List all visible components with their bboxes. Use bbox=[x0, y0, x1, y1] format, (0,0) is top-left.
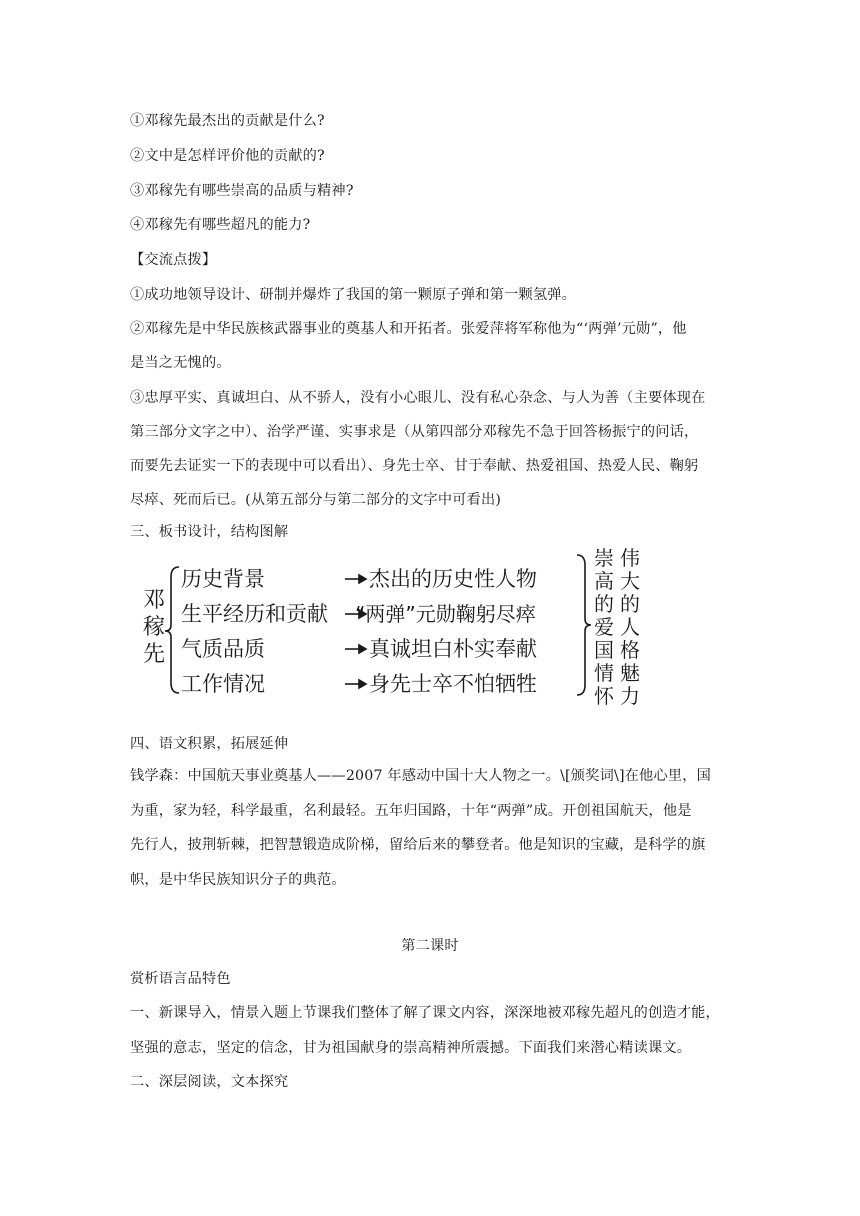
subject-char: 先 bbox=[143, 642, 166, 667]
summary-char: 的 bbox=[594, 592, 614, 616]
question-1: ①邓稼先最杰出的贡献是什么? bbox=[130, 113, 325, 129]
answer-2-line-2: 是当之无愧的。 bbox=[130, 355, 231, 371]
answer-2-line-1: ②邓稼先是中华民族核武器事业的奠基人和开拓者。张爱萍将军称他为“‘两弹’元勋”，他 bbox=[130, 321, 687, 337]
section-2-heading: 二、深层阅读，文本探究 bbox=[130, 1074, 289, 1090]
question-4: ④邓稼先有哪些超凡的能力? bbox=[130, 217, 311, 233]
summary-char: 怀 bbox=[594, 684, 614, 708]
summary-char: 人 bbox=[620, 615, 640, 639]
question-3: ③邓稼先有哪些崇高的品质与精神? bbox=[130, 183, 354, 199]
subject-char: 邓 bbox=[143, 588, 166, 613]
summary-char: 格 bbox=[620, 638, 640, 662]
left-item: 生平经历和贡献 bbox=[181, 602, 328, 626]
section-3-heading: 三、板书设计，结构图解 bbox=[130, 524, 289, 540]
question-2: ②文中是怎样评价他的贡献的? bbox=[130, 148, 325, 164]
left-brace bbox=[165, 567, 179, 693]
structure-diagram bbox=[135, 545, 655, 715]
answer-1: ①成功地领导设计、研制并爆炸了我国的第一颗原子弹和第一颗氢弹。 bbox=[130, 287, 577, 303]
qian-line-4: 帜，是中华民族知识分子的典范。 bbox=[130, 872, 346, 888]
discussion-heading: 【交流点拨】 bbox=[130, 252, 217, 268]
summary-char: 爱 bbox=[594, 615, 614, 639]
subject-char: 稼 bbox=[143, 615, 166, 640]
intro-line-1: 一、新课导入，情景入题上节课我们整体了解了课文内容，深深地被邓稼先超凡的创造才能， bbox=[130, 1005, 720, 1021]
answer-3-line-1: ③忠厚平实、真诚坦白、从不骄人，没有小心眼儿、没有私心杂念、与人为善（主要体现在 bbox=[130, 390, 706, 406]
summary-char: 伟 bbox=[620, 546, 640, 570]
right-item: “两弹”元勋鞠躬尽瘁 bbox=[355, 602, 536, 626]
right-items bbox=[355, 567, 537, 696]
arrow-head bbox=[359, 575, 366, 583]
summary-char: 高 bbox=[594, 569, 614, 593]
answer-3-line-4: 尽瘁、死而后已。(从第五部分与第二部分的文字中可看出) bbox=[130, 492, 502, 508]
qian-line-1: 钱学森：中国航天事业奠基人——2007 年感动中国十大人物之一。\[颁奖词\]在他心里，国 bbox=[130, 768, 711, 784]
qian-line-3: 先行人，披荆斩棘，把智慧锻造成阶梯，留给后来的攀登者。他是知识的宝藏，是科学的旗 bbox=[130, 837, 706, 853]
answer-3-line-2: 第三部分文字之中）、治学严谨、实事求是（从第四部分邓稼先不急于回答杨振宁的问话， bbox=[130, 424, 699, 440]
arrows bbox=[345, 575, 366, 688]
summary-char: 力 bbox=[620, 684, 640, 708]
section-4-heading: 四、语文积累，拓展延伸 bbox=[130, 736, 289, 752]
summary-char: 国 bbox=[594, 638, 614, 662]
arrow-head bbox=[359, 645, 366, 653]
lesson-2-subtitle: 赏析语言品特色 bbox=[130, 971, 231, 987]
right-item: 真诚坦白朴实奉献 bbox=[369, 637, 537, 661]
intro-line-2: 坚强的意志，坚定的信念，甘为祖国献身的崇高精神所震撼。下面我们来潜心精读课文。 bbox=[130, 1040, 692, 1056]
summary-char: 大 bbox=[620, 569, 640, 593]
left-item: 气质品质 bbox=[181, 637, 265, 661]
right-item: 杰出的历史性人物 bbox=[369, 567, 537, 591]
left-items bbox=[181, 567, 328, 696]
summary-char: 魅 bbox=[620, 661, 640, 685]
summary-char: 的 bbox=[620, 592, 640, 616]
left-item: 历史背景 bbox=[181, 567, 265, 591]
summary-column-1 bbox=[594, 546, 615, 708]
right-brace bbox=[577, 555, 591, 695]
right-item: 身先士卒不怕牺牲 bbox=[369, 672, 537, 696]
summary-char: 崇 bbox=[594, 546, 614, 570]
left-item: 工作情况 bbox=[181, 672, 265, 696]
arrow-head bbox=[359, 680, 366, 688]
answer-3-line-3: 而要先去证实一下的表现中可以看出）、身先士卒、甘于奉献、热爱祖国、热爱人民、鞠躬 bbox=[130, 458, 699, 474]
qian-line-2: 为重，家为轻，科学最重，名利最轻。五年归国路，十年“两弹”成。开创祖国航天，他是 bbox=[130, 803, 692, 819]
summary-column-2 bbox=[620, 546, 640, 708]
subject-name bbox=[143, 588, 165, 667]
lesson-2-title: 第二课时 bbox=[401, 938, 459, 954]
summary-char: 情 bbox=[594, 661, 614, 685]
